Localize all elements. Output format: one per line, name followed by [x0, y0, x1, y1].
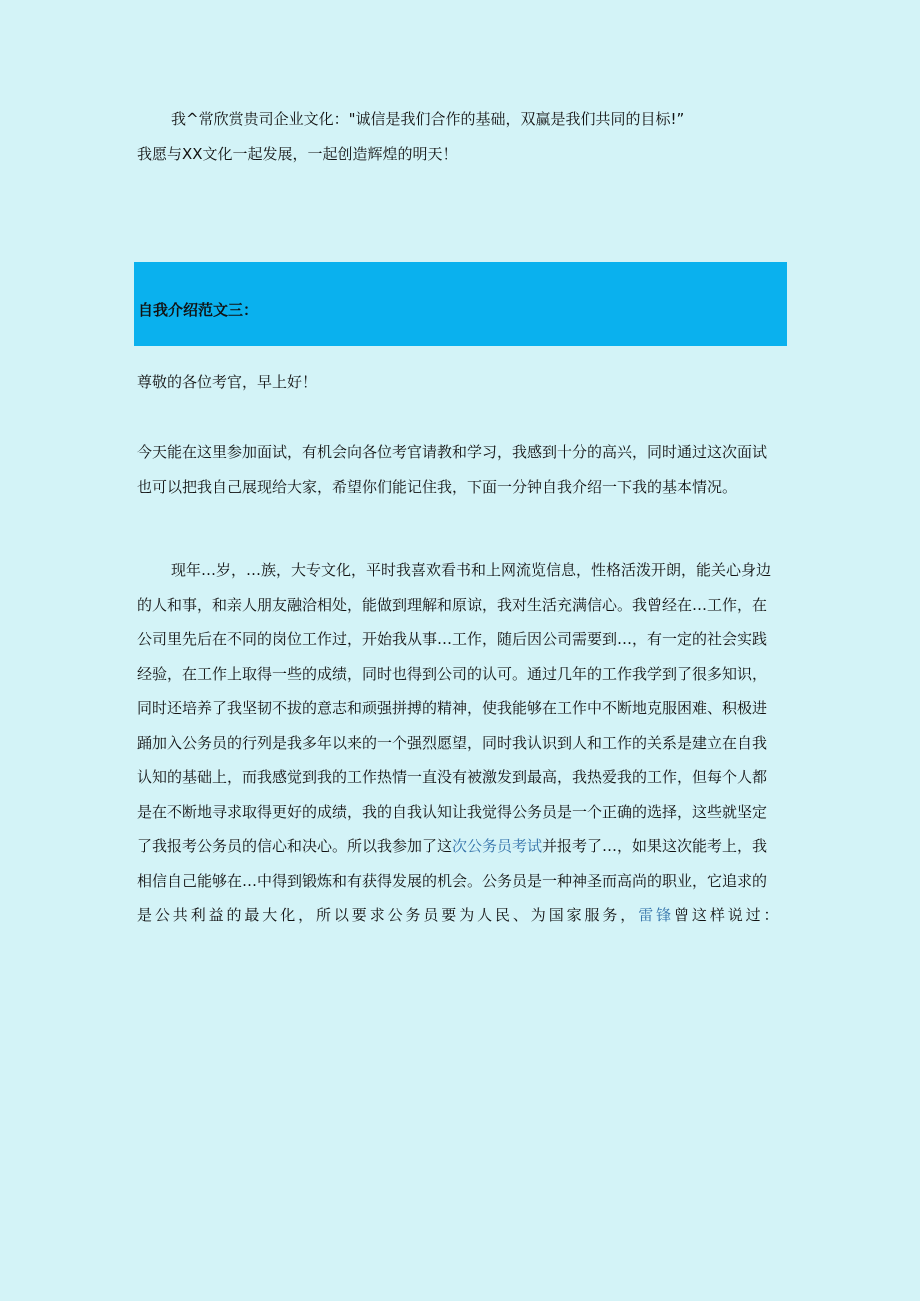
section-title: 自我介绍范文三：: [138, 301, 259, 319]
body-line-9-end: 并报考了…，如果这次能考上，我: [542, 837, 768, 855]
opening-line-2: 也可以把我自己展现给大家，希望你们能记住我，下面一分钟自我介绍一下我的基本情况。: [137, 477, 738, 496]
body-line-4: 经验，在工作上取得一些的成绩，同时也得到公司的认可。通过几年的工作我学到了很多知识，: [137, 664, 768, 683]
exam-link[interactable]: 次公务员考试: [452, 837, 543, 855]
leifeng-link[interactable]: 雷锋: [638, 906, 675, 924]
body-line-11: [137, 898, 797, 933]
body-line-10: 相信自己能够在…中得到锻炼和有获得发展的机会。公务员是一种神圣而高尚的职业，它追求的: [137, 871, 768, 890]
body-line-9-start: 了我报考公务员的信心和决心。所以我参加了这: [137, 837, 453, 855]
intro-line-2: 我愿与XX文化一起发展，一起创造辉煌的明天！: [137, 144, 458, 163]
body-line-8: 是在不断地寻求取得更好的成绩，我的自我认知让我觉得公务员是一个正确的选择，这些就坚定: [137, 802, 768, 821]
body-line-6: 踊加入公务员的行列是我多年以来的一个强烈愿望，同时我认识到人和工作的关系是建立在自我: [137, 733, 768, 752]
body-line-1: 现年…岁，…族，大专文化，平时我喜欢看书和上网流览信息，性格活泼开朗，能关心身边: [171, 561, 772, 579]
intro-line-1: 我^常欣赏贵司企业文化："诚信是我们合作的基础，双赢是我们共同的目标!”: [171, 110, 685, 128]
body-line-11-end: 曾这样说过：: [674, 906, 782, 924]
body-paragraph: [137, 553, 797, 933]
body-line-11-start: 是公共利益的最大化，所以要求公务员要为人民、为国家服务，: [137, 906, 639, 924]
body-line-2: 的人和事，和亲人朋友融洽相处，能做到理解和原谅，我对生活充满信心。我曾经在…工作，在: [137, 595, 768, 614]
greeting-paragraph: [137, 365, 797, 400]
opening-line-1: 今天能在这里参加面试，有机会向各位考官请教和学习，我感到十分的高兴，同时通过这次面试: [137, 443, 768, 461]
body-line-9: [137, 829, 797, 864]
greeting-line: 尊敬的各位考官，早上好！: [137, 373, 318, 391]
body-line-7: 认知的基础上，而我感觉到我的工作热情一直没有被激发到最高，我热爱我的工作，但每个人都: [137, 768, 768, 786]
opening-paragraph: [137, 435, 797, 504]
section-banner: [134, 262, 787, 346]
body-line-3: 公司里先后在不同的岗位工作过，开始我从事…工作，随后因公司需要到…，有一定的社会实践: [137, 630, 768, 648]
intro-paragraph: [137, 102, 797, 171]
body-line-5: 同时还培养了我坚韧不拔的意志和顽强拼搏的精神，使我能够在工作中不断地克服困难、积极进: [137, 699, 768, 717]
